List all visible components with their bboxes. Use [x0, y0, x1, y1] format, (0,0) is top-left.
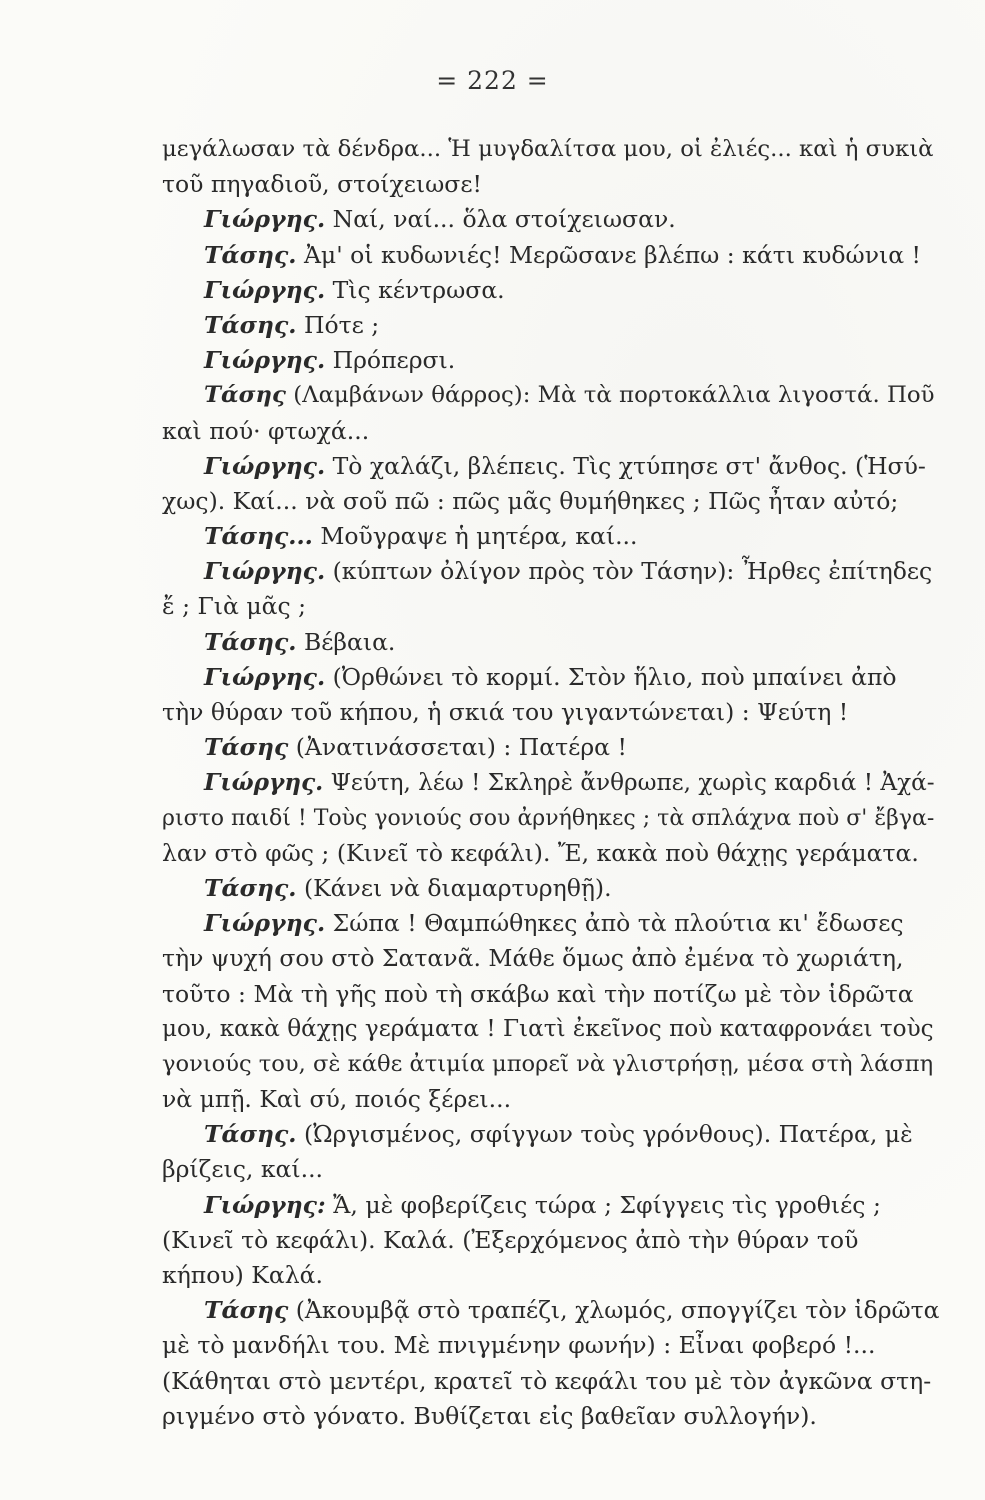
dialogue-text-block: [162, 132, 942, 1434]
text-line: [162, 1188, 942, 1223]
line-text: ριγμένο στὸ γόνατο. Βυθίζεται εἰς βαθεῖαν συλλογήν).: [162, 1401, 817, 1430]
text-line: [162, 238, 942, 273]
line-text: (Ἀνατινάσσεται) : Πατέρα !: [288, 733, 627, 762]
speaker-name: Γιώργης.: [204, 451, 326, 480]
text-line: [162, 1364, 942, 1399]
text-line: [162, 977, 942, 1012]
speaker-name: Γιώργης:: [204, 1190, 326, 1219]
text-line: [162, 730, 942, 765]
line-text: γονιούς του, σὲ κάθε ἀτιμία μπορεῖ νὰ γλιστρήσῃ, μέσα στὴ λάσπη: [162, 1050, 934, 1077]
text-line: [162, 1152, 942, 1187]
line-text: ριστο παιδί ! Τοὺς γονιούς σου ἀρνήθηκες ; τὰ σπλάχνα ποὺ σ' ἔβγα-: [162, 805, 935, 831]
speaker-name: Γιώργης.: [204, 557, 326, 586]
line-text: μεγάλωσαν τὰ δένδρα... Ἡ μυγδαλίτσα μου, οἱ ἐλιές... καὶ ἡ συκιὰ: [162, 136, 934, 162]
line-text: (Ἀκουμβᾷ στὸ τραπέζι, χλωμός, σπογγίζει τὸν ἱδρῶτα: [288, 1296, 940, 1325]
line-text: Μοῦγραψε ἡ μητέρα, καί...: [312, 522, 638, 551]
text-line: [162, 308, 942, 343]
line-text: Σώπα ! Θαμπώθηκες ἀπὸ τὰ πλούτια κι' ἔδωσες: [325, 909, 904, 938]
text-line: [162, 484, 942, 519]
speaker-name: Τάσης: [204, 1296, 289, 1325]
line-text: Ἄ, μὲ φοβερίζεις τώρα ; Σφίγγεις τὶς γροθιές ;: [325, 1190, 881, 1219]
text-line: [162, 1328, 942, 1363]
speaker-name: Τάσης.: [204, 240, 297, 269]
speaker-name: Γιώργης.: [204, 769, 324, 797]
text-line: [162, 1223, 942, 1258]
text-line: [162, 765, 942, 800]
line-text: Βέβαια.: [296, 627, 396, 656]
text-line: [162, 660, 942, 695]
line-text: (Ὠργισμένος, σφίγγων τοὺς γρόνθους). Πατέρα, μὲ: [296, 1120, 913, 1149]
line-text: (Κάθηται στὸ μεντέρι, κρατεῖ τὸ κεφάλι του μὲ τὸν ἀγκῶνα στη-: [162, 1366, 932, 1395]
page-number: = 222 =: [436, 66, 549, 95]
speaker-name: Τάσης.: [204, 873, 297, 902]
text-line: [162, 836, 942, 871]
line-text: βρίζεις, καί...: [162, 1155, 324, 1184]
line-text: (Λαμβάνων θάρρος): Μὰ τὰ πορτοκάλλια λιγοστά. Ποῦ: [285, 382, 935, 409]
text-line: [162, 589, 942, 624]
line-text: κήπου) Καλά.: [162, 1261, 323, 1289]
line-text: (κύπτων ὀλίγον πρὸς τὸν Τάσην): Ἦρθες ἐπίτηδες: [325, 557, 933, 586]
line-text: τὴν ψυχή σου στὸ Σατανᾶ. Μάθε ὅμως ἀπὸ ἐμένα τὸ χωριάτη,: [162, 944, 904, 973]
line-text: (Κινεῖ τὸ κεφάλι). Καλά. (Ἐξερχόμενος ἀπὸ τὴν θύραν τοῦ: [162, 1225, 859, 1254]
text-line: [162, 414, 942, 449]
line-text: λαν στὸ φῶς ; (Κινεῖ τὸ κεφάλι). Ἔ, κακὰ ποὺ θάχῃς γεράματα.: [162, 838, 919, 867]
text-line: [162, 343, 942, 378]
line-text: Τὸ χαλάζι, βλέπεις. Τὶς χτύπησε στ' ἄνθος. (Ἡσύ-: [325, 451, 926, 480]
text-line: [162, 1258, 942, 1293]
text-line: [162, 202, 942, 237]
text-line: [162, 1012, 942, 1047]
line-text: Ψεύτη, λέω ! Σκληρὲ ἄνθρωπε, χωρὶς καρδιά ! Ἀχά-: [323, 770, 935, 797]
speaker-name: Τάσης.: [204, 627, 297, 656]
text-line: [162, 273, 942, 308]
speaker-name: Τάσης: [204, 733, 289, 762]
text-line: [162, 449, 942, 484]
speaker-name: Τάσης.: [204, 310, 297, 339]
text-line: [162, 167, 942, 202]
text-line: [162, 132, 942, 167]
line-text: (Κάνει νὰ διαμαρτυρηθῇ).: [296, 873, 612, 902]
text-line: [162, 1082, 942, 1117]
speaker-name: Γιώργης.: [204, 909, 326, 938]
speaker-name: Γιώργης.: [204, 205, 326, 234]
text-line: [162, 1047, 942, 1082]
line-text: Πότε ;: [296, 310, 380, 339]
text-line: [162, 906, 942, 941]
speaker-name: Γιώργης.: [204, 662, 326, 691]
line-text: ἔ ; Γιὰ μᾶς ;: [162, 592, 307, 621]
text-line: [162, 941, 942, 976]
line-text: Πρόπερσι.: [325, 346, 456, 375]
line-text: τοῦτο : Μὰ τὴ γῆς ποὺ τὴ σκάβω καὶ τὴν ποτίζω μὲ τὸν ἱδρῶτα: [162, 979, 914, 1008]
text-line: [162, 801, 942, 836]
line-text: χως). Καί... νὰ σοῦ πῶ : πῶς μᾶς θυμήθηκες ; Πῶς ἦταν αὐτό;: [162, 486, 899, 515]
speaker-name: Γιώργης.: [204, 275, 326, 304]
text-line: [162, 519, 942, 554]
line-text: καὶ πού· φτωχά...: [162, 416, 370, 445]
line-text: Ναί, ναί... ὅλα στοίχειωσαν.: [325, 205, 676, 234]
line-text: (Ὀρθώνει τὸ κορμί. Στὸν ἥλιο, ποὺ μπαίνει ἀπὸ: [325, 662, 897, 691]
speaker-name: Τάσης: [204, 382, 286, 409]
text-line: [162, 1293, 942, 1328]
text-line: [162, 871, 942, 906]
line-text: Τὶς κέντρωσα.: [325, 275, 505, 304]
speaker-name: Τάσης.: [204, 1120, 297, 1149]
speaker-name: Τάσης...: [204, 522, 313, 551]
line-text: μου, κακὰ θάχῃς γεράματα ! Γιατὶ ἐκεῖνος ποὺ καταφρονάει τοὺς: [162, 1015, 934, 1042]
text-line: [162, 1399, 942, 1434]
line-text: νὰ μπῇ. Καὶ σύ, ποιός ξέρει...: [162, 1085, 512, 1114]
line-text: τοῦ πηγαδιοῦ, στοίχειωσε!: [162, 170, 482, 199]
text-line: [162, 378, 942, 413]
line-text: μὲ τὸ μανδήλι του. Μὲ πνιγμένην φωνήν) : Εἶναι φοβερό !...: [162, 1331, 876, 1360]
line-text: Ἀμ' οἱ κυδωνιές! Μερῶσανε βλέπω : κάτι κυδώνια !: [296, 240, 921, 269]
speaker-name: Γιώργης.: [204, 346, 326, 375]
text-line: [162, 625, 942, 660]
text-line: [162, 695, 942, 730]
line-text: τὴν θύραν τοῦ κήπου, ἡ σκιά του γιγαντώνεται) : Ψεύτη !: [162, 698, 849, 726]
text-line: [162, 1117, 942, 1152]
text-line: [162, 554, 942, 589]
